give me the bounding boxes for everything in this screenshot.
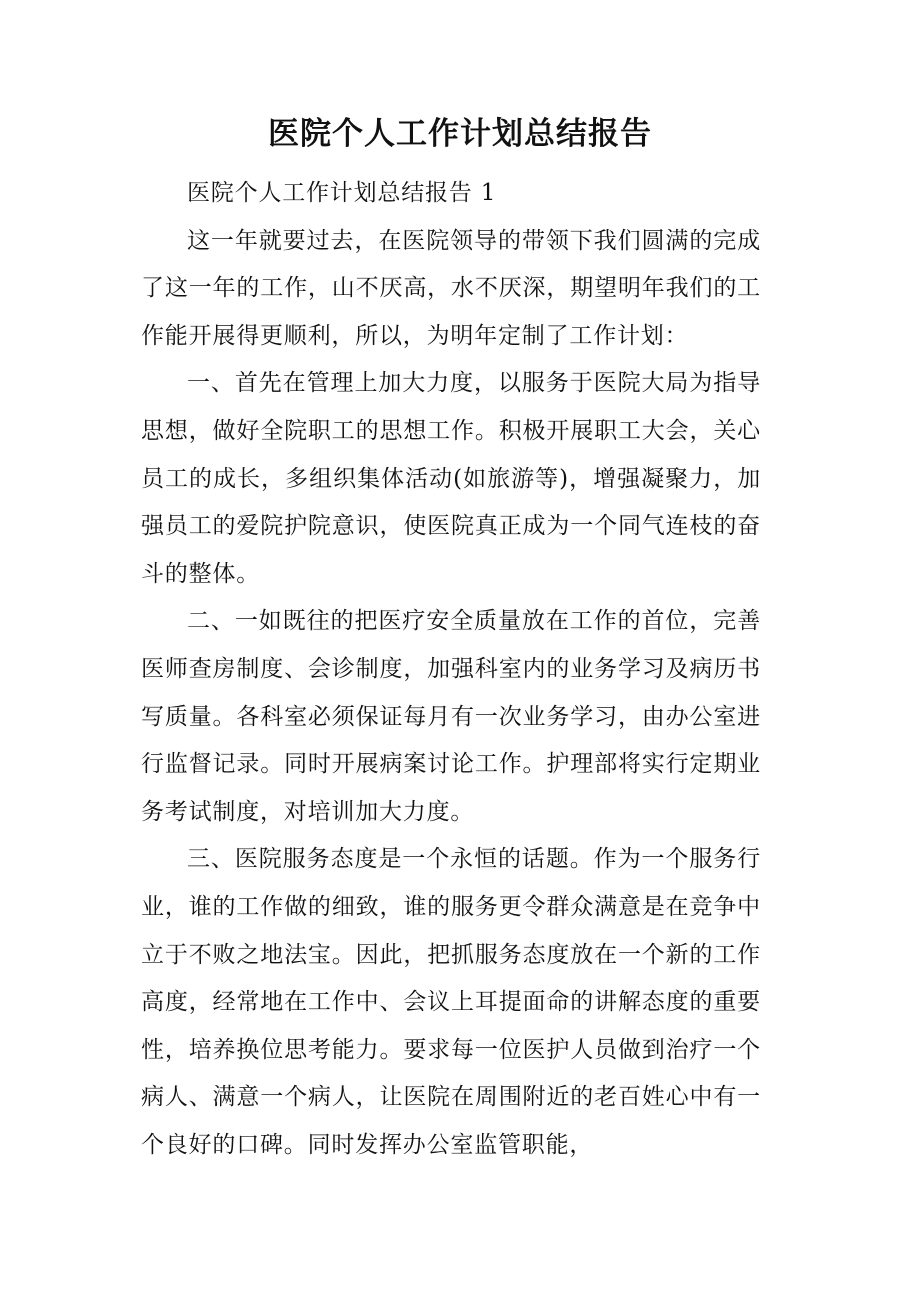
document-title: 医院个人工作计划总结报告 (268, 116, 652, 152)
document-subtitle: 医院个人工作计划总结报告 1 (187, 180, 497, 206)
paragraph-management: 一、首先在管理上加大力度，以服务于医院大局为指导思想，做好全院职工的思想工作。积极开展职工大会，关心员工的成长，多组织集体活动(如旅游等)，增强凝聚力，加强员工的爱院护院意识，使医院真正成为一个同气连枝的奋斗的整体。 (141, 370, 761, 587)
document-body (141, 170, 761, 1169)
paragraph-service-attitude: 三、医院服务态度是一个永恒的话题。作为一个服务行业，谁的工作做的细致，谁的服务更令群众满意是在竞争中立于不败之地法宝。因此，把抓服务态度放在一个新的工作高度，经常地在工作中、会议上耳提面命的讲解态度的重要性，培养换位思考能力。要求每一位医护人员做到治疗一个病人、满意一个病人，让医院在周围附近的老百姓心中有一个良好的口碑。同时发挥办公室监管职能， (141, 846, 761, 1158)
paragraph-intro: 这一年就要过去，在医院领导的带领下我们圆满的完成了这一年的工作，山不厌高，水不厌深，期望明年我们的工作能开展得更顺利，所以，为明年定制了工作计划： (141, 227, 761, 349)
paragraph-medical-safety: 二、一如既往的把医疗安全质量放在工作的首位，完善医师查房制度、会诊制度，加强科室内的业务学习及病历书写质量。各科室必须保证每月有一次业务学习，由办公室进行监督记录。同时开展病案讨论工作。护理部将实行定期业务考试制度，对培训加大力度。 (141, 608, 761, 825)
